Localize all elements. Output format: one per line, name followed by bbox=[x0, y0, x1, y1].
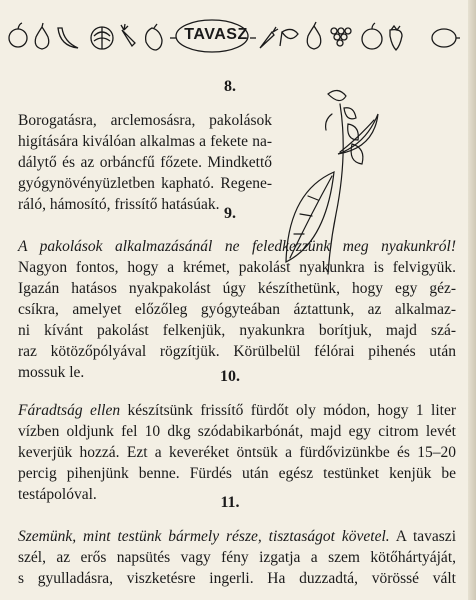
lead-continuation: készítsünk frissítő fürdőt oly módon, hogy 1 liter bbox=[120, 402, 456, 419]
section-lead: Szemünk, mint testünk bármely része, tisztaságot követel. bbox=[18, 528, 390, 545]
pear-icon bbox=[35, 23, 49, 49]
section-text bbox=[18, 236, 456, 383]
text-line bbox=[18, 526, 456, 547]
text-line: higítására kiválóan alkalmas a fekete na- bbox=[18, 133, 272, 150]
section-text bbox=[18, 526, 456, 589]
carrot-icon bbox=[121, 24, 135, 46]
text-line: raz kötözőpólyával rögzítjük. Körülbelül félórai pihenés után bbox=[18, 343, 456, 360]
section-number: 11. bbox=[220, 494, 240, 511]
apple-icon bbox=[362, 23, 382, 49]
text-line: keverjük hozzá. Ezt a keveréket öntsük a fürdővizünkbe és 15–20 bbox=[18, 444, 456, 461]
header-label: TAVASZ bbox=[184, 26, 248, 43]
page-edge bbox=[468, 0, 476, 600]
lead-continuation: A tavaszi bbox=[389, 528, 456, 545]
text-line: gyógynövényüzletben kapható. Regene- bbox=[18, 175, 272, 192]
strawberry-icon bbox=[390, 26, 402, 50]
banana-icon bbox=[58, 28, 78, 48]
pear-icon bbox=[307, 22, 321, 49]
chapter-header bbox=[4, 14, 470, 58]
cabbage-icon bbox=[91, 27, 113, 49]
leaf-icon bbox=[280, 29, 298, 46]
text-line: Nagyon fontos, hogy a krémet, pakolást nyakunkra is felvigyük. bbox=[18, 259, 456, 276]
section-number: 9. bbox=[224, 205, 236, 222]
text-line bbox=[18, 400, 456, 421]
text-line: percig pihenjünk benne. Fürdés után egész testünket kenjük be bbox=[18, 465, 456, 482]
text-line: vízben oldjunk fel 10 dkg szódabikarbónát, majd egy citrom levét bbox=[18, 423, 456, 440]
text-line: csíkra, amelyet előzőleg gyógyteában áztattunk, az alkalmaz- bbox=[18, 301, 456, 318]
section-lead: A pakolások alkalmazásánál ne feledkezzünk meg nyakunkról! bbox=[18, 238, 456, 255]
lemon-icon bbox=[432, 29, 460, 47]
grapes-icon bbox=[331, 28, 351, 46]
apple-icon bbox=[9, 23, 27, 47]
text-line: ni kívánt pakolást felkenjük, nyakunkra borítjuk, majd szá- bbox=[18, 322, 456, 339]
text-line: szél, az erős napsütés vagy fény izgatja a szem kötőhártyáját, bbox=[18, 549, 456, 566]
text-line: ráló, hámosító, frissítő hatásúak. bbox=[18, 196, 220, 213]
text-line: Borogatásra, arclemosásra, pakolások bbox=[18, 112, 272, 129]
text-line: Igazán hatásos nyakpakolást úgy készíthetünk, hogy egy géz- bbox=[18, 280, 456, 297]
text-line: s gyulladásra, viszketésre ingerli. Ha duzzadtá, vörössé vált bbox=[18, 570, 456, 587]
section-number: 10. bbox=[220, 368, 240, 385]
text-line: testápolóval. bbox=[18, 486, 97, 503]
text-line: dálytő és az orbáncfű főzete. Mindkettő bbox=[18, 154, 272, 171]
section-text bbox=[18, 400, 456, 505]
section-number: 8. bbox=[224, 78, 236, 95]
section-lead: Fáradtság ellen bbox=[18, 402, 121, 419]
pepper-icon bbox=[146, 24, 162, 50]
carrot-icon bbox=[260, 27, 278, 48]
section-text bbox=[18, 110, 272, 215]
text-line: mossuk le. bbox=[18, 364, 85, 381]
